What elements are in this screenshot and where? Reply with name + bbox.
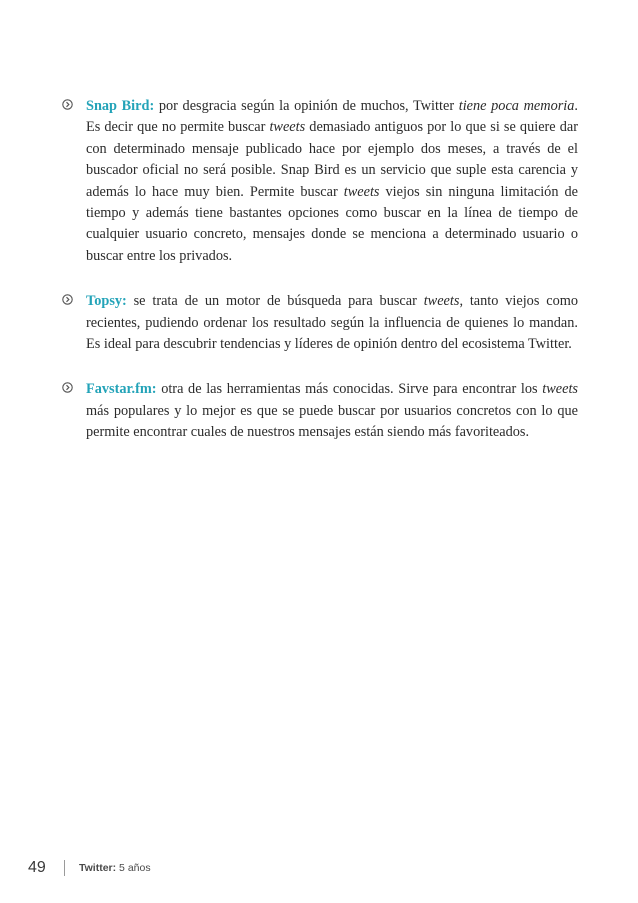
text-run: se trata de un motor de búsqueda para buscar: [126, 293, 424, 310]
list-item-favstar: [62, 379, 578, 443]
document-body: [62, 96, 578, 468]
item-text: [86, 96, 578, 267]
footer-divider: [64, 860, 65, 876]
text-run: otra de las herramientas más conocidas. Sirve para encontrar los: [156, 381, 543, 398]
list-item-snap-bird: [62, 96, 578, 267]
item-term: Favstar.fm:: [86, 381, 157, 398]
text-run: . Es decir que no permite buscar: [86, 98, 578, 136]
italic-run: tweets: [542, 381, 578, 398]
italic-run: tiene poca memoria: [458, 98, 575, 114]
footer-book-title: [79, 862, 151, 874]
page-footer: [28, 858, 151, 878]
text-run: demasiado antiguos por lo que si se quiere dar con determinado mensaje publicado hace por ejemplo dos meses, a través de el buscador oficial no será posible. Snap Bird es un servicio que suple esta carencia y además lo hace muy bien. Permite buscar: [86, 119, 579, 200]
text-run: por desgracia según la opinión de muchos, Twitter: [154, 98, 459, 114]
italic-run: tweets: [269, 119, 306, 136]
item-text: [86, 379, 578, 443]
item-text: [86, 291, 578, 355]
circled-arrow-icon: [62, 382, 73, 393]
book-title: Twitter:: [79, 862, 117, 874]
circled-arrow-icon: [62, 294, 73, 305]
italic-run: tweets: [343, 183, 380, 200]
text-run: , tanto viejos como recientes, pudiendo ordenar los resultado según la influencia de quienes lo mandan. Es ideal para descubrir tendencias y líderes de opinión dentro del ecosistema Twitter.: [86, 293, 578, 353]
page-number: 49: [28, 859, 46, 876]
item-term: Topsy:: [86, 293, 127, 310]
italic-run: tweets: [423, 293, 460, 310]
list-item-topsy: [62, 291, 578, 355]
text-run: viejos sin ninguna limitación de tiempo y además tiene bastantes opciones como buscar en la línea de tiempo de cualquier usuario concreto, mensajes donde se menciona a determinado usuario o buscar entre los privados.: [86, 183, 578, 264]
text-run: más populares y lo mejor es que se puede buscar por usuarios concretos con lo que permite encontrar cuales de nuestros mensajes están siendo más favoriteados.: [86, 402, 578, 441]
book-subtitle: 5 años: [116, 862, 151, 874]
item-term: Snap Bird:: [86, 98, 155, 114]
circled-arrow-icon: [62, 99, 73, 110]
